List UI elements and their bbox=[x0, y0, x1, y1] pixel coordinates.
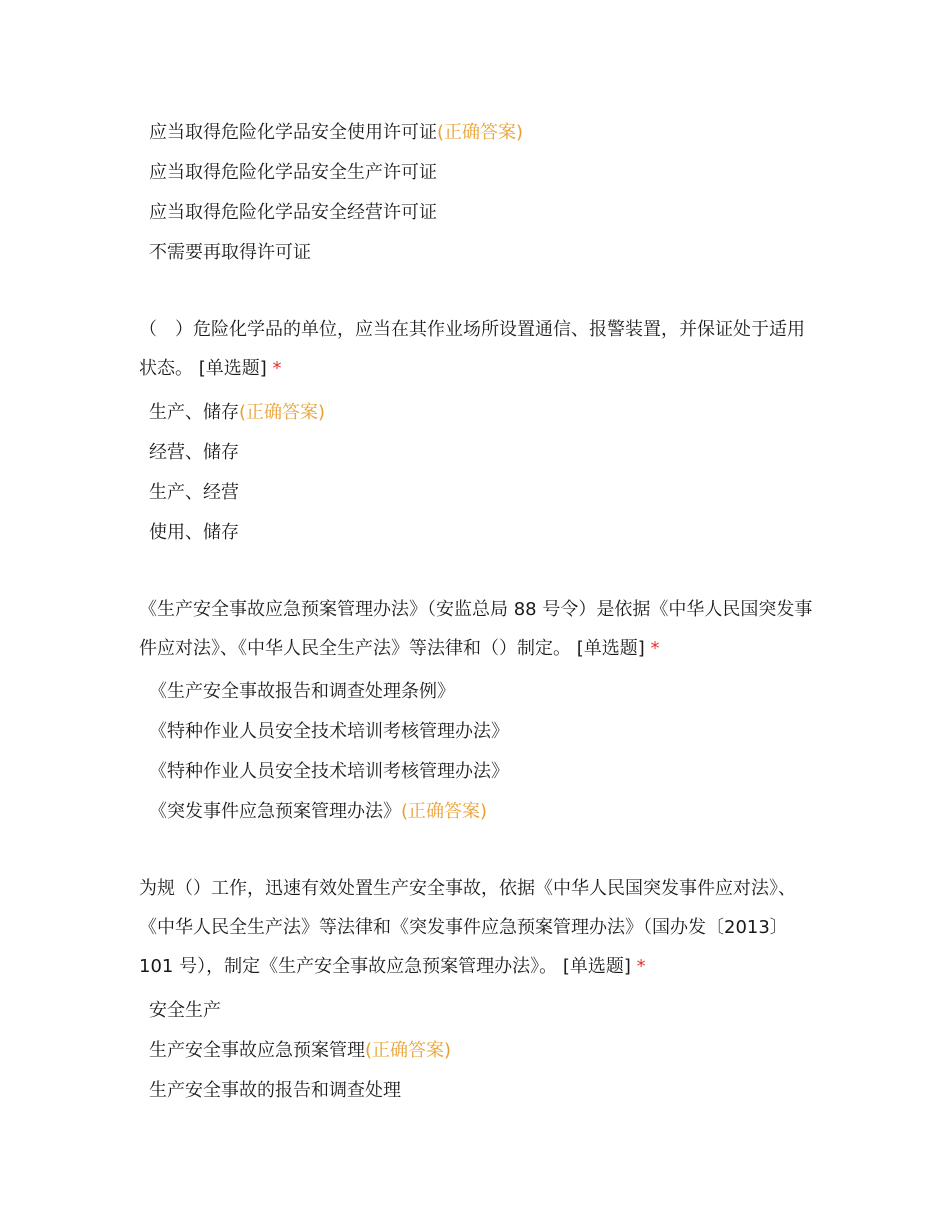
q2-option-2[interactable] bbox=[149, 720, 509, 744]
option-text: 应当取得危险化学品安全生产许可证 bbox=[149, 162, 437, 183]
q1-option-2[interactable] bbox=[149, 441, 239, 465]
question-text: 为规（）工作，迅速有效处置生产安全事故，依据《中华人民国突发事件应对法》、《中华人民全生产法》等法律和《突发事件应急预案管理办法》（国办发〔2013〕101 号），制定《生产安全事故应急预案管理办法》。 bbox=[139, 878, 796, 977]
q3-option-2[interactable] bbox=[149, 1039, 451, 1063]
q1-option-1[interactable] bbox=[149, 401, 325, 425]
correct-answer-label: (正确答案) bbox=[365, 1040, 452, 1061]
option-text: 《特种作业人员安全技术培训考核管理办法》 bbox=[149, 721, 509, 742]
q0-option-4[interactable] bbox=[149, 241, 311, 265]
q3-question bbox=[139, 869, 819, 986]
option-text: 不需要再取得许可证 bbox=[149, 242, 311, 263]
required-mark: * bbox=[636, 956, 646, 977]
correct-answer-label: (正确答案) bbox=[239, 402, 326, 423]
q2-option-1[interactable] bbox=[149, 680, 455, 704]
q2-question bbox=[139, 590, 819, 668]
q0-option-2[interactable] bbox=[149, 161, 437, 185]
option-text: 《特种作业人员安全技术培训考核管理办法》 bbox=[149, 761, 509, 782]
required-mark: * bbox=[272, 358, 282, 379]
option-text: 应当取得危险化学品安全经营许可证 bbox=[149, 202, 437, 223]
option-text: 《生产安全事故报告和调查处理条例》 bbox=[149, 681, 455, 702]
q2-option-4[interactable] bbox=[149, 800, 487, 824]
question-type: [单选题] bbox=[198, 358, 267, 379]
option-text: 生产、储存 bbox=[149, 402, 239, 423]
option-text: 应当取得危险化学品安全使用许可证 bbox=[149, 122, 437, 143]
q1-option-3[interactable] bbox=[149, 481, 239, 505]
option-text: 生产、经营 bbox=[149, 482, 239, 503]
correct-answer-label: (正确答案) bbox=[437, 122, 524, 143]
option-text: 生产安全事故应急预案管理 bbox=[149, 1040, 365, 1061]
q0-option-1[interactable] bbox=[149, 121, 523, 145]
option-text: 《突发事件应急预案管理办法》 bbox=[149, 801, 401, 822]
question-type: [单选题] bbox=[562, 956, 631, 977]
question-text: 《生产安全事故应急预案管理办法》（安监总局 88 号令）是依据《中华人民国突发事件应对法》、《中华人民全生产法》等法律和（）制定。 bbox=[139, 599, 813, 659]
required-mark: * bbox=[650, 638, 660, 659]
question-type: [单选题] bbox=[576, 638, 645, 659]
q0-option-3[interactable] bbox=[149, 201, 437, 225]
option-text: 使用、储存 bbox=[149, 522, 239, 543]
q1-option-4[interactable] bbox=[149, 521, 239, 545]
q1-question bbox=[139, 310, 819, 388]
correct-answer-label: (正确答案) bbox=[401, 801, 488, 822]
q3-option-3[interactable] bbox=[149, 1079, 401, 1103]
option-text: 经营、储存 bbox=[149, 442, 239, 463]
option-text: 安全生产 bbox=[149, 1000, 221, 1021]
q2-option-3[interactable] bbox=[149, 760, 509, 784]
option-text: 生产安全事故的报告和调查处理 bbox=[149, 1080, 401, 1101]
question-text: （ ）危险化学品的单位，应当在其作业场所设置通信、报警装置，并保证处于适用状态。 bbox=[139, 319, 805, 379]
q3-option-1[interactable] bbox=[149, 999, 221, 1023]
